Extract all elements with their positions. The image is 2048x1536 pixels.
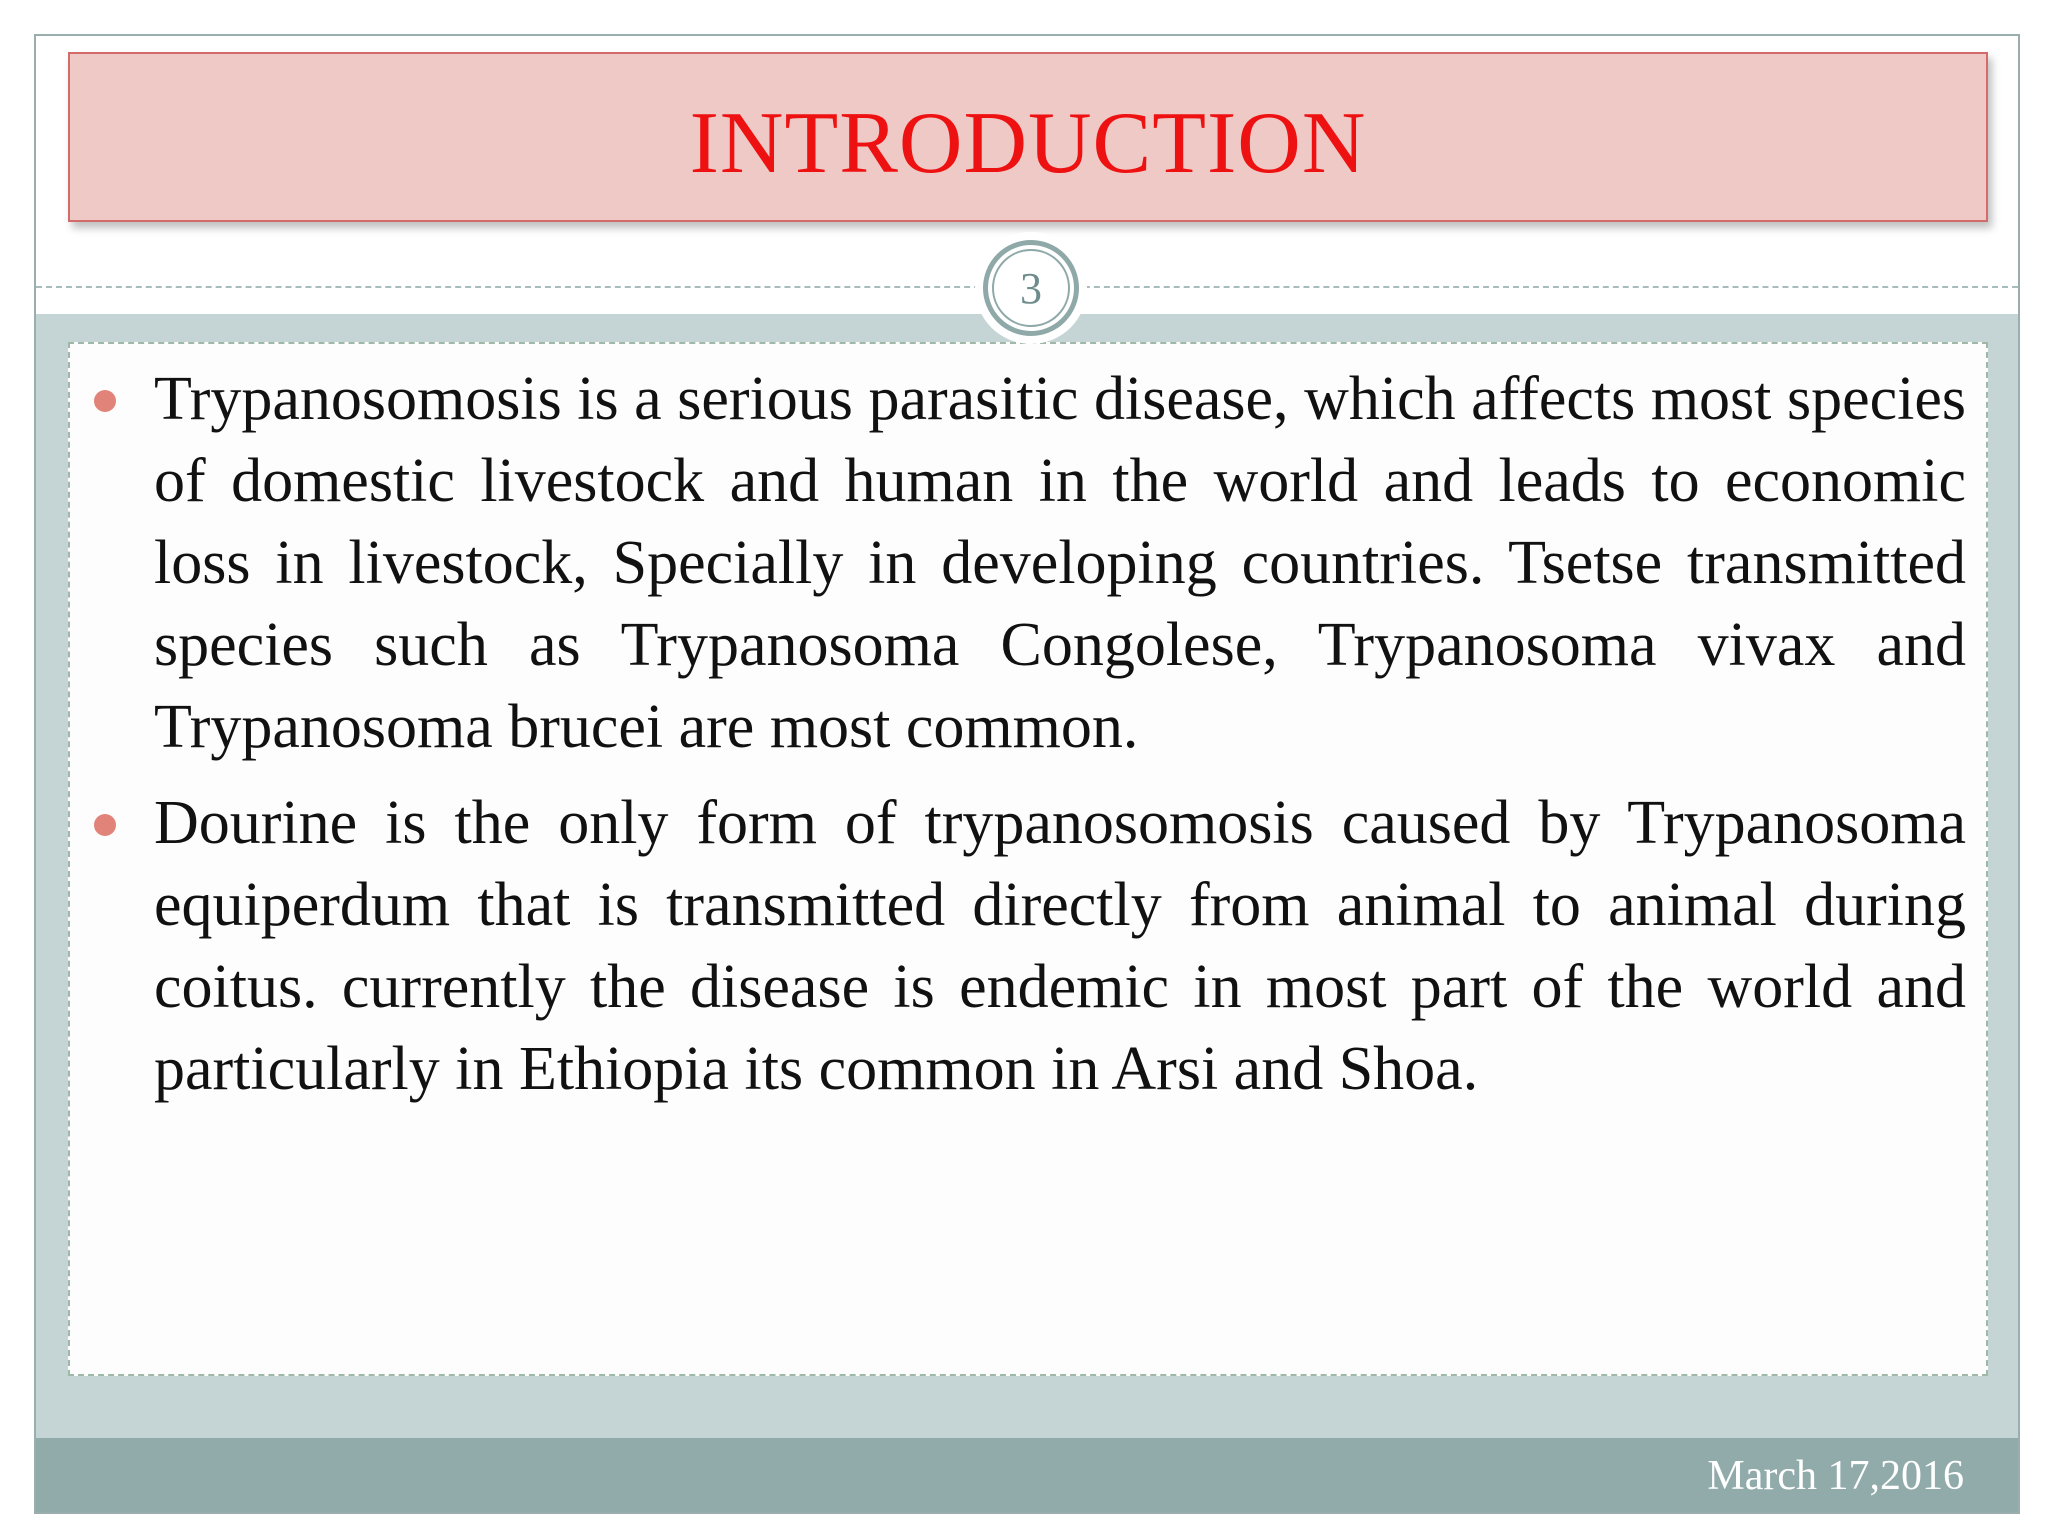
title-banner [68, 52, 1988, 222]
content-box [68, 342, 1988, 1376]
slide-title: INTRODUCTION [689, 94, 1367, 192]
page-number-ring [983, 240, 1079, 336]
bullet-text: Trypanosomosis is a serious parasitic disease, which affects most species of domestic livestock and human in the world and leads to economic loss in livestock, Specially in developing countries. Tsetse transmitted species such as Trypanosoma Congolese, Trypanosoma vivax and Trypanosoma brucei are most common. [154, 365, 1966, 761]
slide [34, 34, 2020, 1514]
page-number: 3 [992, 249, 1070, 327]
bullet-list [70, 358, 1986, 1124]
footer-date: March 17,2016 [1707, 1453, 1964, 1499]
bullet-dot-icon [94, 814, 116, 836]
bullet-text: Dourine is the only form of trypanosomosis caused by Trypanosoma equiperdum that is transmitted directly from animal to animal during coitus. currently the disease is endemic in most part of the world and particularly in Ethiopia its common in Arsi and Shoa. [154, 789, 1966, 1103]
bullet-dot-icon [94, 390, 116, 412]
bullet-item [70, 358, 1986, 768]
page-number-badge [975, 232, 1087, 344]
bullet-item [70, 782, 1986, 1110]
